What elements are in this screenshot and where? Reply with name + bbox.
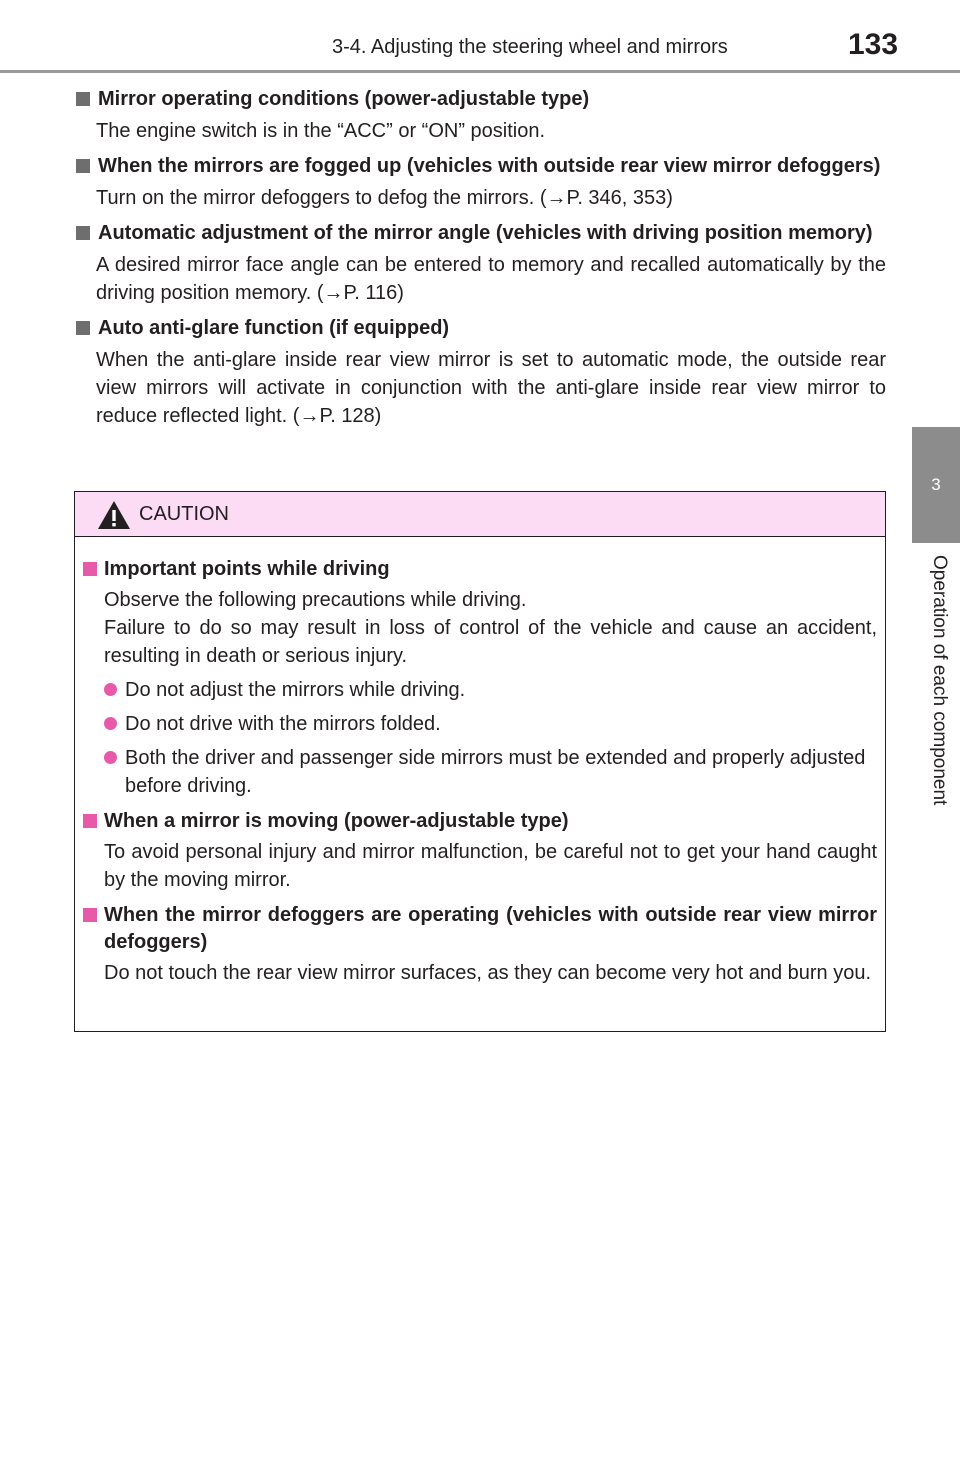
list-item: Do not adjust the mirrors while driving. — [104, 676, 877, 704]
header-divider — [0, 70, 960, 73]
section-title: 3-4. Adjusting the steering wheel and mirrors — [332, 36, 728, 58]
note-heading: When the mirrors are fogged up (vehicles with outside rear view mirror defoggers) — [98, 155, 881, 177]
note-section — [74, 153, 886, 212]
note-body: When the anti-glare inside rear view mirror is set to automatic mode, the outside rear view mirrors will activate in conjunction with the anti-glare inside rear view mirror to reduce reflected light. (→P. 128) — [96, 349, 886, 427]
note-section — [74, 86, 886, 145]
caution-text: Observe the following precautions while driving. — [104, 589, 527, 611]
note-body: The engine switch is in the “ACC” or “ON” position. — [96, 120, 546, 142]
chapter-number: 3 — [931, 475, 941, 494]
square-bullet-icon — [76, 321, 90, 335]
note-heading: Automatic adjustment of the mirror angle (vehicles with driving position memory) — [98, 222, 873, 244]
caution-heading: When the mirror defoggers are operating (vehicles with outside rear view mirror defoggers) — [104, 904, 877, 953]
square-bullet-icon — [83, 814, 97, 828]
list-item: Both the driver and passenger side mirrors must be extended and properly adjusted before driving. — [104, 744, 877, 800]
square-bullet-icon — [83, 562, 97, 576]
note-heading: Mirror operating conditions (power-adjustable type) — [98, 88, 590, 110]
round-bullet-icon — [104, 751, 117, 764]
round-bullet-icon — [104, 683, 117, 696]
caution-text: Failure to do so may result in loss of control of the vehicle and cause an accident, resulting in death or serious injury. — [104, 617, 877, 667]
caution-box — [74, 491, 886, 1032]
round-bullet-icon — [104, 717, 117, 730]
note-heading: Auto anti-glare function (if equipped) — [98, 317, 450, 339]
caution-body — [75, 537, 885, 987]
caution-section — [83, 902, 877, 987]
caution-text: To avoid personal injury and mirror malfunction, be careful not to get your hand caught by the moving mirror. — [104, 841, 877, 891]
caution-heading: When a mirror is moving (power-adjustable type) — [104, 810, 569, 832]
caution-header — [75, 492, 885, 537]
note-section — [74, 220, 886, 307]
caution-heading: Important points while driving — [104, 558, 390, 580]
square-bullet-icon — [83, 908, 97, 922]
warning-triangle-icon — [97, 500, 131, 530]
square-bullet-icon — [76, 92, 90, 106]
main-content — [74, 86, 886, 438]
caution-section — [83, 556, 877, 800]
caution-section — [83, 808, 877, 894]
square-bullet-icon — [76, 159, 90, 173]
list-item: Do not drive with the mirrors folded. — [104, 710, 877, 738]
page-number: 133 — [848, 28, 899, 61]
caution-label: CAUTION — [139, 503, 229, 525]
note-body: Turn on the mirror defoggers to defog the mirrors. (→P. 346, 353) — [96, 187, 673, 209]
note-body: A desired mirror face angle can be entered to memory and recalled automatically by the driving position memory. (→P. 116) — [96, 254, 886, 304]
note-section — [74, 315, 886, 430]
caution-text: Do not touch the rear view mirror surfaces, as they can become very hot and burn you. — [104, 962, 872, 984]
square-bullet-icon — [76, 226, 90, 240]
chapter-tab — [912, 427, 960, 543]
chapter-title: Operation of each component — [929, 555, 950, 806]
